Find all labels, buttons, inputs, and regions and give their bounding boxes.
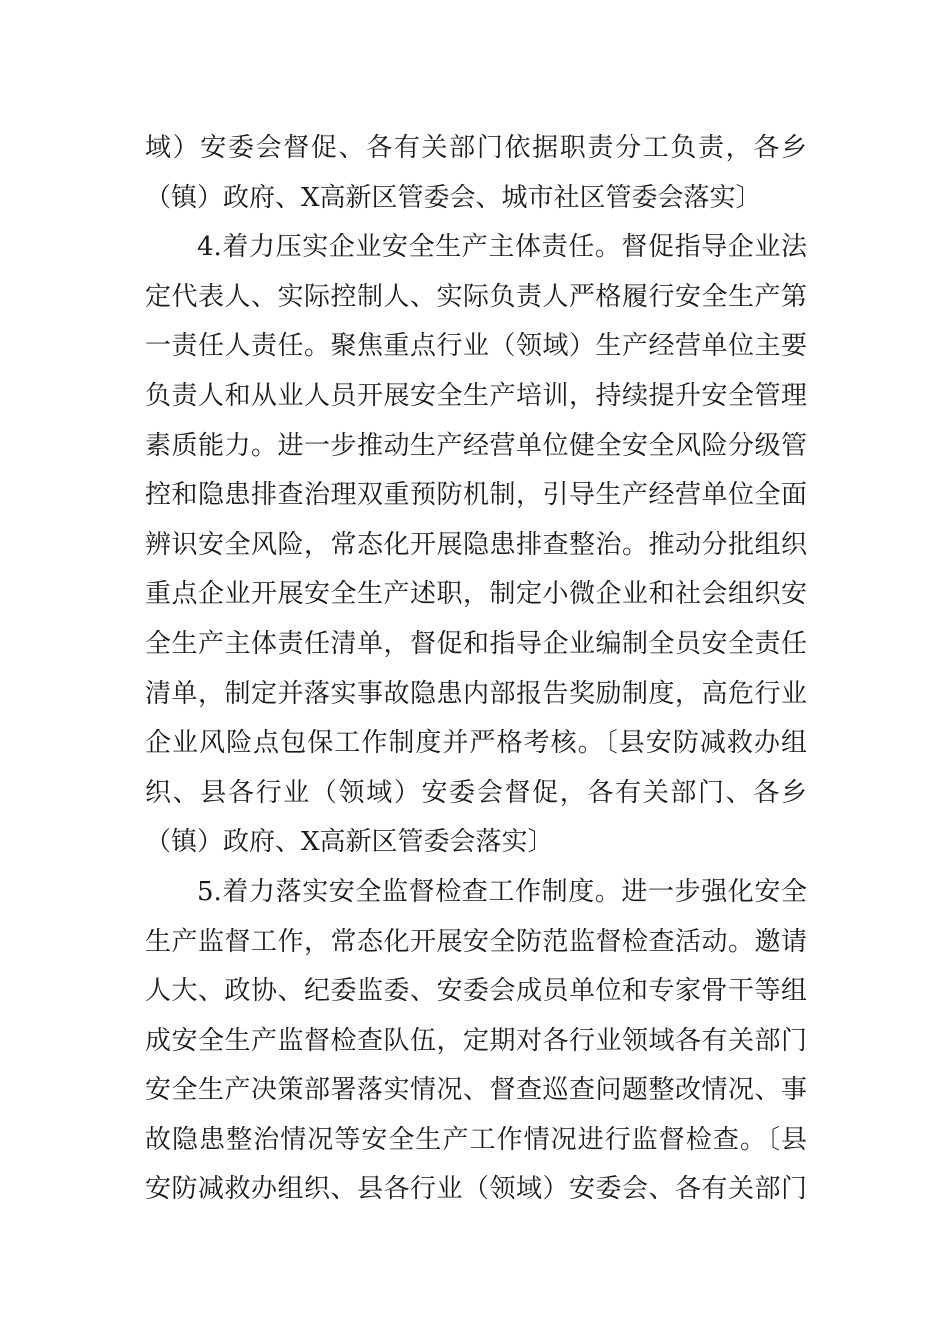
text-line: 定代表人、实际控制人、实际负责人严格履行安全生产第 bbox=[145, 281, 807, 312]
paragraph-heading-line: 5.着力落实安全监督检查工作制度。进一步强化安全 bbox=[197, 876, 807, 907]
text-line: （镇）政府、X高新区管委会落实〕 bbox=[145, 827, 554, 858]
text-line: 辨识安全风险，常态化开展隐患排查整治。推动分批组织 bbox=[145, 529, 807, 560]
text-line: （镇）政府、X高新区管委会、城市社区管委会落实〕 bbox=[145, 182, 762, 213]
text-line: 企业风险点包保工作制度并严格考核。〔县安防减救办组 bbox=[145, 728, 807, 759]
paragraph-heading-line: 4.着力压实企业安全生产主体责任。督促指导企业法 bbox=[197, 232, 807, 263]
text-line: 成安全生产监督检查队伍，定期对各行业领域各有关部门 bbox=[145, 1025, 807, 1056]
text-line: 素质能力。进一步推动生产经营单位健全安全风险分级管 bbox=[145, 430, 807, 461]
text-line: 清单，制定并落实事故隐患内部报告奖励制度，高危行业 bbox=[145, 678, 807, 709]
text-line: 人大、政协、纪委监委、安委会成员单位和专家骨干等组 bbox=[145, 976, 807, 1007]
text-line: 域）安委会督促、各有关部门依据职责分工负责，各乡 bbox=[145, 133, 807, 163]
text-line: 控和隐患排查治理双重预防机制，引导生产经营单位全面 bbox=[145, 480, 807, 511]
text-line: 生产监督工作，常态化开展安全防范监督检查活动。邀请 bbox=[145, 926, 807, 957]
text-line: 安防减救办组织、县各行业（领域）安委会、各有关部门 bbox=[145, 1174, 807, 1205]
text-line: 一责任人责任。聚焦重点行业（领域）生产经营单位主要 bbox=[145, 331, 807, 362]
text-line: 安全生产决策部署落实情况、督查巡查问题整改情况、事 bbox=[145, 1075, 807, 1106]
text-line: 故隐患整治情况等安全生产工作情况进行监督检查。〔县 bbox=[145, 1124, 807, 1155]
text-line: 重点企业开展安全生产述职，制定小微企业和社会组织安 bbox=[145, 579, 807, 610]
text-line: 织、县各行业（领域）安委会督促，各有关部门、各乡 bbox=[145, 777, 807, 808]
text-line: 负责人和从业人员开展安全生产培训，持续提升安全管理 bbox=[145, 380, 807, 411]
text-line: 全生产主体责任清单，督促和指导企业编制全员安全责任 bbox=[145, 628, 807, 659]
document-body bbox=[145, 124, 807, 1215]
